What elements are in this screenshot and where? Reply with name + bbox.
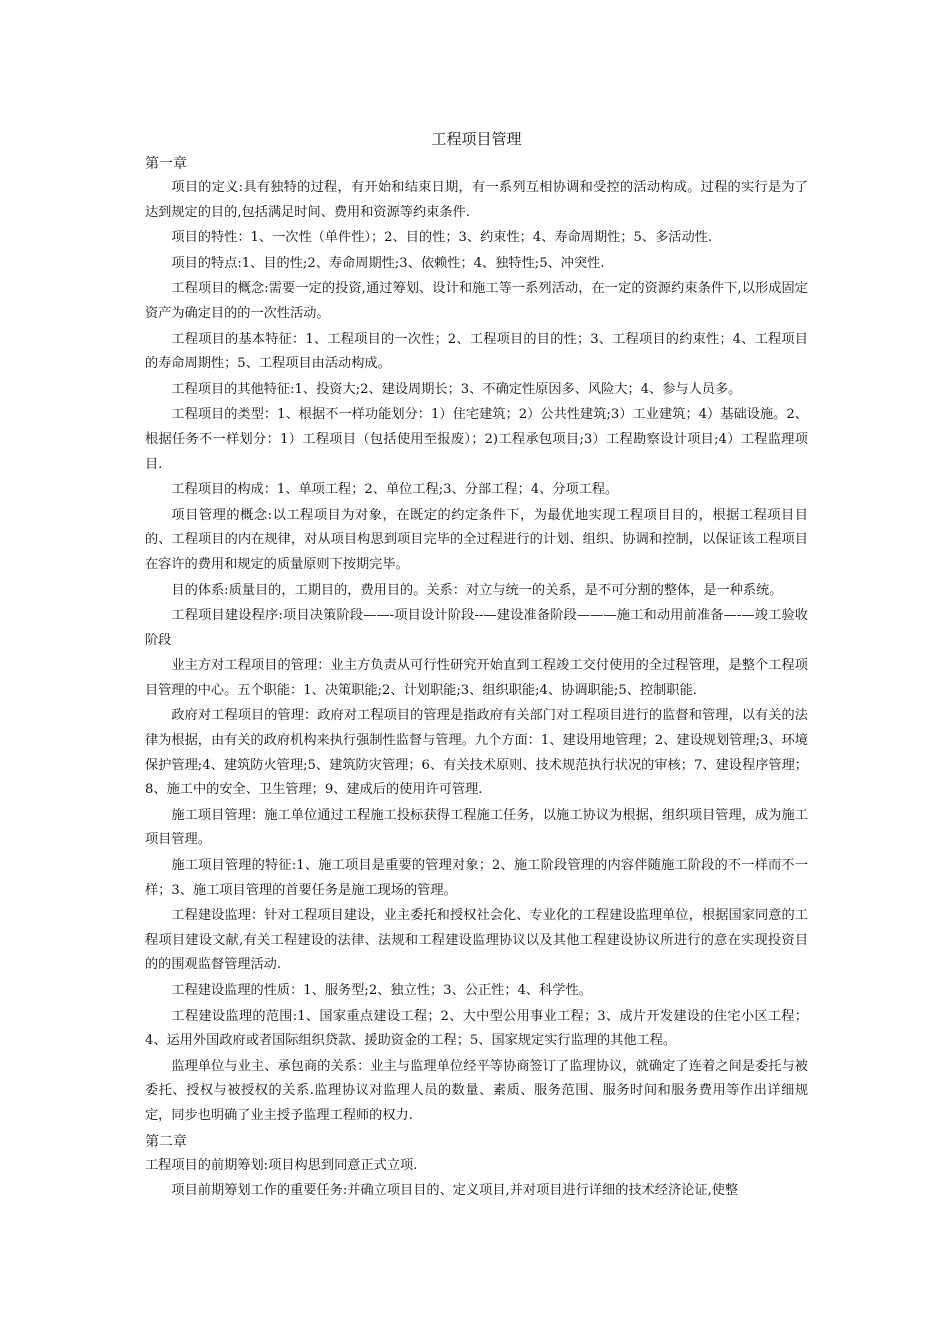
chapter-1-heading: 第一章: [145, 156, 187, 172]
document-title: 工程项目管理: [431, 130, 522, 148]
paragraph-management-concept: 项目管理的概念:以工程项目为对象，在既定的约定条件下，为最优地实现工程项目目的，根据工程项目目的、工程项目的内在规律，对从项目构思到项目完毕的全过程进行的计划、组织、协调和控制，以保证该工程项目在容许的费用和规定的质量原则下按期完毕。: [145, 507, 808, 572]
paragraph-other-characteristics: 工程项目的其他特征:1、投资大;2、建设周期长；3、不确定性原因多、风险大；4、参与人员多。: [171, 381, 742, 397]
paragraph-engineering-project-concept: 工程项目的概念:需要一定的投资,通过筹划、设计和施工等一系列活动，在一定的资源约束条件下,以形成固定资产为确定目的的一次性活动。: [145, 281, 808, 321]
paragraph-government-management: 政府对工程项目的管理：政府对工程项目的管理是指政府有关部门对工程项目进行的监督和管理，以有关的法律为根据，由有关的政府机构来执行强制性监督与管理。九个方面：1、建设用地管理；2、建设规划管理;3、环境保护管理;4、建筑防火管理;5、建筑防灾管理；6、有关技术原则、技术规范执行状况的审核；7、建设程序管理；8、施工中的安全、卫生管理；9、建成后的使用许可管理.: [145, 708, 808, 798]
paragraph-construction-procedure: 工程项目建设程序:项目决策阶段——-项目设计阶段--—建设准备阶段———施工和动用前准备—-—竣工验收阶段: [145, 608, 808, 648]
paragraph-construction-supervision: 工程建设监理：针对工程项目建设，业主委托和授权社会化、专业化的工程建设监理单位，根据国家同意的工程项目建设文献,有关工程建设的法律、法规和工程建设监理协议以及其他工程建设协议所进行的意在实现投资目的的围观监督管理活动.: [145, 908, 808, 973]
paragraph-supervision-nature: 工程建设监理的性质：1、服务型;2、独立性；3、公正性；4、科学性。: [171, 983, 592, 998]
chapter-2-heading: 第二章: [145, 1133, 187, 1150]
paragraph-construction-project-management: 施工项目管理：施工单位通过工程施工投标获得工程施工任务，以施工协议为根据，组织项目管理，成为施工项目管理。: [145, 807, 808, 848]
paragraph-early-planning-tasks: 项目前期筹划工作的重要任务:并确立项目目的、定义项目,并对项目进行详细的技术经济论证,使整: [171, 1183, 739, 1199]
paragraph-target-system: 目的体系:质量目的，工期目的，费用目的。关系：对立与统一的关系，是不可分割的整体，是一种系统。: [171, 582, 783, 598]
paragraph-owner-management: 业主方对工程项目的管理：业主方负责从可行性研究开始直到工程竣工交付使用的全过程管理，是整个工程项目管理的中心。五个职能：1、决策职能;2、计划职能;3、组织职能;4、协调职能;5、控制职能.: [145, 658, 808, 698]
paragraph-construction-management-features: 施工项目管理的特征:1、施工项目是重要的管理对象；2、施工阶段管理的内容伴随施工阶段的不一样而不一样；3、施工项目管理的首要任务是施工现场的管理。: [145, 858, 808, 898]
paragraph-supervision-relationships: 监理单位与业主、承包商的关系：业主与监理单位经平等协商签订了监理协议，就确定了连着之间是委托与被委托、授权与被授权的关系.监理协议对监理人员的数量、素质、服务范围、服务时间和服务费用等作出详细规定，同步也明确了业主授予监理工程师的权力.: [145, 1058, 808, 1123]
document-page: [145, 128, 808, 1205]
paragraph-project-composition: 工程项目的构成：1、单项工程；2、单位工程;3、分部工程；4、分项工程。: [171, 482, 619, 498]
paragraph-basic-characteristics: 工程项目的基本特征：1、工程项目的一次性；2、工程项目的目的性；3、工程项目的约束性；4、工程项目的寿命周期性；5、工程项目由活动构成。: [145, 331, 808, 372]
paragraph-chapter2-lead: 工程项目的前期筹划:项目构思到同意正式立项.: [145, 1157, 418, 1173]
paragraph-project-types: 工程项目的类型：1、根据不一样功能划分：1）住宅建筑；2）公共性建筑;3）工业建筑；4）基础设施。2、根据任务不一样划分：1）工程项目（包括使用至报废）；2)工程承包项目;3）工程勘察设计项目;4）工程监理项目.: [145, 407, 808, 472]
paragraph-project-properties: 项目的特性：1、一次性（单件性）；2、目的性；3、约束性；4、寿命周期性；5、多活动性.: [171, 230, 713, 246]
paragraph-project-definition: 项目的定义:具有独特的过程，有开始和结束日期，有一系列互相协调和受控的活动构成。过程的实行是为了达到规定的目的,包括满足时间、费用和资源等约束条件.: [145, 180, 808, 220]
paragraph-project-features: 项目的特点:1、目的性;2、寿命周期性;3、依赖性；4、独特性;5、冲突性.: [171, 255, 605, 271]
paragraph-supervision-scope: 工程建设监理的范围:1、国家重点建设工程；2、大中型公用事业工程；3、成片开发建设的住宅小区工程；4、运用外国政府或者国际组织贷款、援助资金的工程；5、国家规定实行监理的其他工程。: [145, 1008, 808, 1049]
